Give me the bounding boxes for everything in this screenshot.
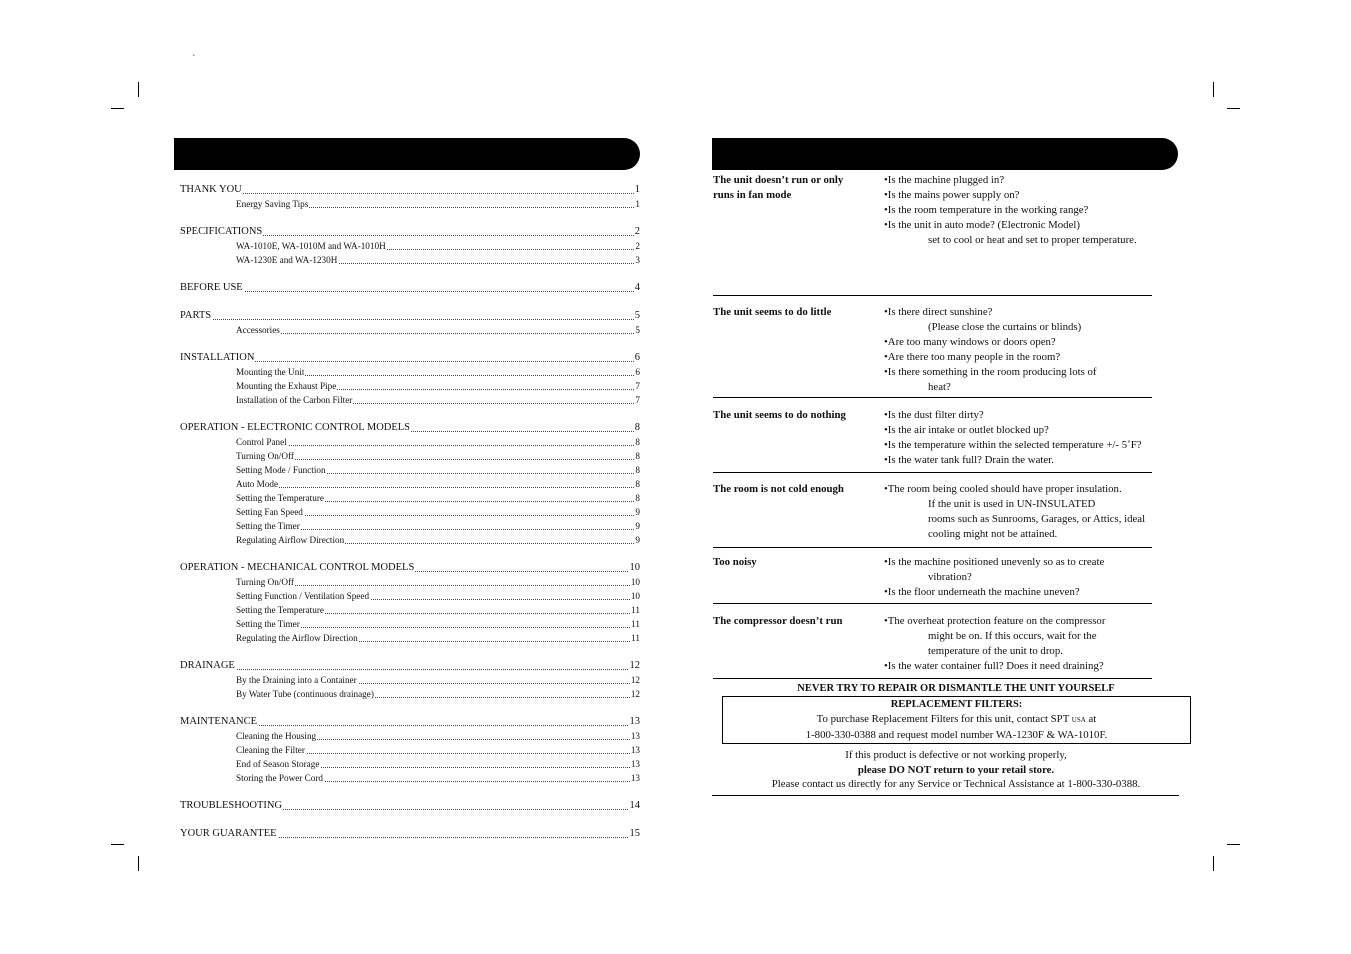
toc-label: Setting Mode / Function — [236, 465, 326, 475]
toc-leader — [180, 669, 640, 670]
toc-header-bar — [174, 138, 640, 170]
toc-page-number: 8 — [635, 479, 640, 489]
checklist-line: •The overheat protection feature on the compressor — [884, 615, 1106, 627]
section-rule — [713, 472, 1152, 473]
toc-label: Regulating Airflow Direction — [236, 535, 345, 545]
troubleshooting-header-bar — [712, 138, 1178, 170]
toc-leader — [236, 487, 640, 488]
section-rule — [713, 397, 1152, 398]
crop-mark — [1213, 82, 1214, 97]
toc-page-number: 8 — [635, 493, 640, 503]
toc-page-number: 2 — [634, 226, 640, 237]
toc-section — [180, 715, 640, 729]
problem-checklist — [884, 408, 1194, 468]
checklist-line: •Is there direct sunshine? — [884, 306, 993, 318]
toc-subsection — [180, 687, 640, 701]
problem-checklist — [884, 555, 1194, 600]
toc-label: OPERATION - MECHANICAL CONTROL MODELS — [180, 562, 415, 573]
toc-subsection — [180, 393, 640, 407]
crop-mark — [138, 856, 139, 871]
toc-subsection — [180, 533, 640, 547]
checklist-line: might be on. If this occurs, wait for the — [928, 630, 1097, 642]
repair-warning: NEVER TRY TO REPAIR OR DISMANTLE THE UNIT YOURSELF — [797, 683, 1115, 694]
toc-page-number: 9 — [635, 521, 640, 531]
toc-subsection — [180, 519, 640, 533]
toc-label: BEFORE USE — [180, 282, 243, 293]
toc-label: WA-1010E, WA-1010M and WA-1010H — [236, 241, 386, 251]
checklist-line: set to cool or heat and set to proper temperature. — [928, 234, 1137, 246]
toc-label: Cleaning the Housing — [236, 731, 317, 741]
toc-label: Turning On/Off — [236, 451, 294, 461]
toc-subsection — [180, 743, 640, 757]
problem-title: The room is not cold enough — [713, 483, 844, 495]
replacement-title: REPLACEMENT FILTERS: — [890, 699, 1023, 710]
toc-subsection — [180, 491, 640, 505]
toc-label: Turning On/Off — [236, 577, 294, 587]
toc-subsection — [180, 239, 640, 253]
toc-page-number: 13 — [629, 716, 640, 727]
replacement-filters-box — [722, 696, 1191, 744]
checklist-line: •Is the mains power supply on? — [884, 189, 1020, 201]
toc-label: SPECIFICATIONS — [180, 226, 263, 237]
toc-label: Installation of the Carbon Filter — [236, 395, 353, 405]
toc-subsection — [180, 463, 640, 477]
toc-page-number: 12 — [630, 675, 640, 685]
checklist-line: •The room being cooled should have proper insulation. — [884, 483, 1122, 495]
problem-title: Too noisy — [713, 556, 757, 568]
checklist-line: •Is the floor underneath the machine uneven? — [884, 586, 1080, 598]
toc-section — [180, 659, 640, 673]
section-rule — [713, 547, 1152, 548]
toc-leader — [180, 193, 640, 194]
toc-label: DRAINAGE — [180, 660, 235, 671]
toc-page-number: 8 — [634, 422, 640, 433]
toc-subsection — [180, 575, 640, 589]
toc-subsection — [180, 365, 640, 379]
toc-leader — [236, 459, 640, 460]
toc-subsection — [180, 379, 640, 393]
toc-leader — [236, 445, 640, 446]
toc-page-number: 13 — [630, 773, 640, 783]
toc-subsection — [180, 449, 640, 463]
toc-label: PARTS — [180, 310, 212, 321]
usa-mark: USA — [1071, 716, 1086, 724]
toc-page-number: 6 — [635, 367, 640, 377]
toc-subsection — [180, 729, 640, 743]
toc-page-number: 9 — [635, 507, 640, 517]
toc-page-number: 15 — [629, 828, 640, 839]
toc-label: THANK YOU — [180, 184, 242, 195]
toc-subsection — [180, 757, 640, 771]
toc-section — [180, 183, 640, 197]
toc-label: By Water Tube (continuous drainage) — [236, 689, 374, 699]
crop-mark — [138, 82, 139, 97]
problem-checklist — [884, 482, 1194, 542]
toc-page-number: 12 — [629, 660, 640, 671]
toc-page-number: 10 — [630, 591, 640, 601]
toc-page-number: 10 — [630, 577, 640, 587]
toc-page-number: 6 — [634, 352, 640, 363]
checklist-line: temperature of the unit to drop. — [928, 645, 1063, 657]
toc-label: Setting Fan Speed — [236, 507, 303, 517]
problem-checklist — [884, 614, 1194, 674]
toc-page-number: 13 — [630, 731, 640, 741]
toc-page-number: 8 — [635, 437, 640, 447]
toc-label: Storing the Power Cord — [236, 773, 324, 783]
toc-label: YOUR GUARANTEE — [180, 828, 277, 839]
toc-page-number: 7 — [635, 381, 640, 391]
toc-subsection — [180, 197, 640, 211]
problem-title: The unit seems to do nothing — [713, 409, 846, 421]
toc-leader — [180, 319, 640, 320]
toc-page-number: 4 — [634, 282, 640, 293]
checklist-line: heat? — [928, 381, 951, 393]
toc-page-number: 13 — [630, 759, 640, 769]
toc-page-number: 11 — [631, 605, 640, 615]
toc-page-number: 5 — [634, 310, 640, 321]
toc-label: Auto Mode — [236, 479, 279, 489]
toc-label: Energy Saving Tips — [236, 199, 309, 209]
toc-subsection — [180, 673, 640, 687]
checklist-line: •Is the machine plugged in? — [884, 174, 1005, 186]
problem-title: The unit doesn’t run or only runs in fan mode — [713, 174, 844, 201]
toc-subsection — [180, 323, 640, 337]
toc-subsection — [180, 589, 640, 603]
checklist-line: •Is the air intake or outlet blocked up? — [884, 424, 1049, 436]
problem-checklist — [884, 305, 1194, 395]
toc-section — [180, 561, 640, 575]
toc-page-number: 5 — [635, 325, 640, 335]
checklist-line: •Are too many windows or doors open? — [884, 336, 1056, 348]
toc-label: MAINTENANCE — [180, 716, 257, 727]
toc-label: Setting the Timer — [236, 619, 300, 629]
toc-label: Setting the Temperature — [236, 493, 324, 503]
toc-label: Mounting the Exhaust Pipe — [236, 381, 337, 391]
toc-page-number: 14 — [629, 800, 640, 811]
stray-mark: ` — [192, 54, 196, 65]
toc-subsection — [180, 603, 640, 617]
toc-subsection — [180, 505, 640, 519]
toc-section — [180, 225, 640, 239]
toc-section — [180, 827, 640, 841]
toc-section — [180, 281, 640, 295]
toc-label: Accessories — [236, 325, 280, 335]
toc-label: TROUBLESHOOTING — [180, 800, 283, 811]
toc-page-number: 1 — [635, 199, 640, 209]
section-rule — [713, 295, 1152, 296]
footer-line-2: please DO NOT return to your retail store. — [857, 764, 1055, 776]
replacement-text: To purchase Replacement Filters for this unit, contact SPT — [816, 713, 1072, 725]
checklist-line: vibration? — [928, 571, 972, 583]
toc-section — [180, 421, 640, 435]
checklist-line: •Is the room temperature in the working range? — [884, 204, 1089, 216]
crop-mark — [1213, 856, 1214, 871]
toc-subsection — [180, 435, 640, 449]
checklist-line: •Is the water tank full? Drain the water. — [884, 454, 1054, 466]
toc-subsection — [180, 771, 640, 785]
problem-title: The compressor doesn’t run — [713, 615, 843, 627]
problem-title: The unit seems to do little — [713, 306, 832, 318]
toc-page-number: 8 — [635, 465, 640, 475]
checklist-line: •Are there too many people in the room? — [884, 351, 1061, 363]
toc-label: Regulating the Airflow Direction — [236, 633, 358, 643]
checklist-line: •Is the machine positioned unevenly so as to create — [884, 556, 1105, 568]
toc-subsection — [180, 617, 640, 631]
toc-page-number: 8 — [635, 451, 640, 461]
toc-leader — [236, 585, 640, 586]
toc-leader — [236, 333, 640, 334]
toc-section — [180, 309, 640, 323]
toc-leader — [180, 291, 640, 292]
crop-mark — [1227, 108, 1240, 109]
toc-page-number: 12 — [630, 689, 640, 699]
toc-page-number: 7 — [635, 395, 640, 405]
toc-page-number: 11 — [631, 633, 640, 643]
footer-line-1: If this product is defective or not working properly, — [845, 749, 1067, 761]
footer-rule — [712, 795, 1179, 796]
toc-page-number: 9 — [635, 535, 640, 545]
replacement-line-1 — [723, 712, 1190, 728]
toc-label: End of Season Storage — [236, 759, 320, 769]
toc-subsection — [180, 253, 640, 267]
checklist-line: (Please close the curtains or blinds) — [928, 321, 1082, 333]
toc-label: OPERATION - ELECTRONIC CONTROL MODELS — [180, 422, 411, 433]
toc-page-number: 11 — [631, 619, 640, 629]
toc-subsection — [180, 631, 640, 645]
section-rule — [713, 678, 1152, 679]
problem-checklist — [884, 173, 1194, 248]
toc-label: Cleaning the Filter — [236, 745, 305, 755]
crop-mark — [1227, 844, 1240, 845]
checklist-line: •Is the temperature within the selected temperature +/- 5˚F? — [884, 439, 1142, 451]
checklist-line: •Is there something in the room producing lots of — [884, 366, 1097, 378]
checklist-line: cooling might not be attained. — [928, 528, 1058, 540]
toc-page-number: 3 — [635, 255, 640, 265]
toc-subsection — [180, 477, 640, 491]
checklist-line: •Is the unit in auto mode? (Electronic Model) — [884, 219, 1080, 231]
checklist-line: rooms such as Sunrooms, Garages, or Attics, ideal — [928, 513, 1146, 525]
toc-section — [180, 351, 640, 365]
toc-page-number: 1 — [634, 184, 640, 195]
toc-label: INSTALLATION — [180, 352, 255, 363]
table-of-contents — [180, 183, 640, 841]
footer-line-3: Please contact us directly for any Service or Technical Assistance at 1-800-330-0388. — [771, 778, 1141, 790]
toc-section — [180, 799, 640, 813]
toc-label: Setting Function / Ventilation Speed — [236, 591, 370, 601]
toc-label: WA-1230E and WA-1230H — [236, 255, 338, 265]
replacement-text: at — [1085, 713, 1097, 725]
crop-mark — [111, 108, 124, 109]
toc-page-number: 10 — [629, 562, 640, 573]
checklist-line: •Is the dust filter dirty? — [884, 409, 984, 421]
toc-page-number: 2 — [635, 241, 640, 251]
toc-label: Setting the Temperature — [236, 605, 324, 615]
toc-label: Mounting the Unit — [236, 367, 305, 377]
toc-label: Setting the Timer — [236, 521, 300, 531]
checklist-line: If the unit is used in UN-INSULATED — [928, 498, 1096, 510]
toc-page-number: 13 — [630, 745, 640, 755]
toc-label: Control Panel — [236, 437, 287, 447]
replacement-line-2: 1-800-330-0388 and request model number WA-1230F & WA-1010F. — [805, 729, 1108, 741]
toc-label: By the Draining into a Container — [236, 675, 357, 685]
checklist-line: •Is the water container full? Does it need draining? — [884, 660, 1104, 672]
section-rule — [713, 603, 1152, 604]
crop-mark — [111, 844, 124, 845]
